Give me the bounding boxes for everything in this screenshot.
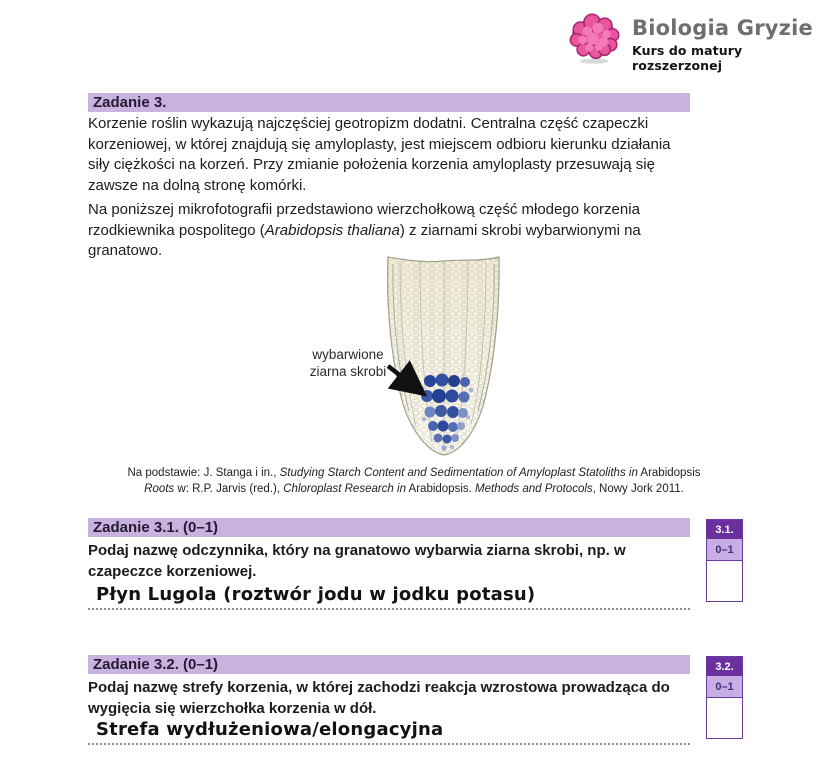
task31-score-box [706, 519, 743, 602]
task31-answer: Płyn Lugola (roztwór jodu w jodku potasu) [96, 584, 536, 605]
task31-score-range: 0–1 [707, 539, 742, 561]
figure-label: wybarwione ziarna skrobi [309, 347, 387, 379]
task32-question: Podaj nazwę strefy korzenia, w której zachodzi reakcja wzrostowa prowadząca do wygięcia się wierzchołka korzenia w dół. [88, 679, 670, 717]
task32-score-empty-cell [707, 698, 742, 738]
task32-answer-line [88, 743, 690, 745]
task3-paragraph-2-pre: Na poniższej mikrofotografii przedstawiono wierzchołkową część młodego korzenia rzodkiewnika pospolitego ( [88, 201, 640, 239]
task31-score-empty-cell [707, 561, 742, 601]
citation-line-2: Roots w: R.P. Jarvis (red.), Chloroplast Research in Arabidopsis. Methods and Protocols, Nowy Jork 2011. [144, 482, 684, 495]
brand-title: Biologia Gryzie [632, 16, 813, 40]
brain-icon [566, 8, 624, 66]
task32-score-range: 0–1 [707, 676, 742, 698]
task32-score-label: 3.2. [707, 657, 742, 676]
task3-paragraph-2 [88, 200, 694, 262]
task32-answer: Strefa wydłużeniowa/elongacyjna [96, 719, 444, 740]
task31-score-label: 3.1. [707, 520, 742, 539]
task3-paragraph-1: Korzenie roślin wykazują najczęściej geotropizm dodatni. Centralna część czapeczki korzeniowej, w której znajdują się amyloplasty, jest miejscem odbioru kierunku działania siły ciężkości na korzeń. Przy zmianie położenia korzenia amyloplasty przesuwają się zawsze na dolną stronę komórki. [88, 115, 671, 194]
task32-header: Zadanie 3.2. (0–1) [88, 655, 690, 674]
root-micrograph-figure [300, 254, 562, 464]
task3-paragraph-2-post: ) z ziarnami skrobi wybarwionymi na granatowo. [88, 221, 641, 259]
task31-header: Zadanie 3.1. (0–1) [88, 518, 690, 537]
citation-line-1: Na podstawie: J. Stanga i in., Studying Starch Content and Sedimentation of Amyloplast Statoliths in Arabidopsis [127, 467, 701, 479]
task31-question: Podaj nazwę odczynnika, który na granatowo wybarwia ziarna skrobi, np. w czapeczce korzeniowej. [88, 542, 626, 580]
source-citation [60, 466, 768, 497]
task3-header: Zadanie 3. [88, 93, 690, 112]
brand-subtitle: Kurs do matury rozszerzonej [632, 43, 743, 73]
task31-answer-line [88, 608, 690, 610]
brand-logo [566, 6, 816, 73]
species-name: Arabidopsis thaliana [264, 221, 400, 239]
task32-score-box [706, 656, 743, 739]
